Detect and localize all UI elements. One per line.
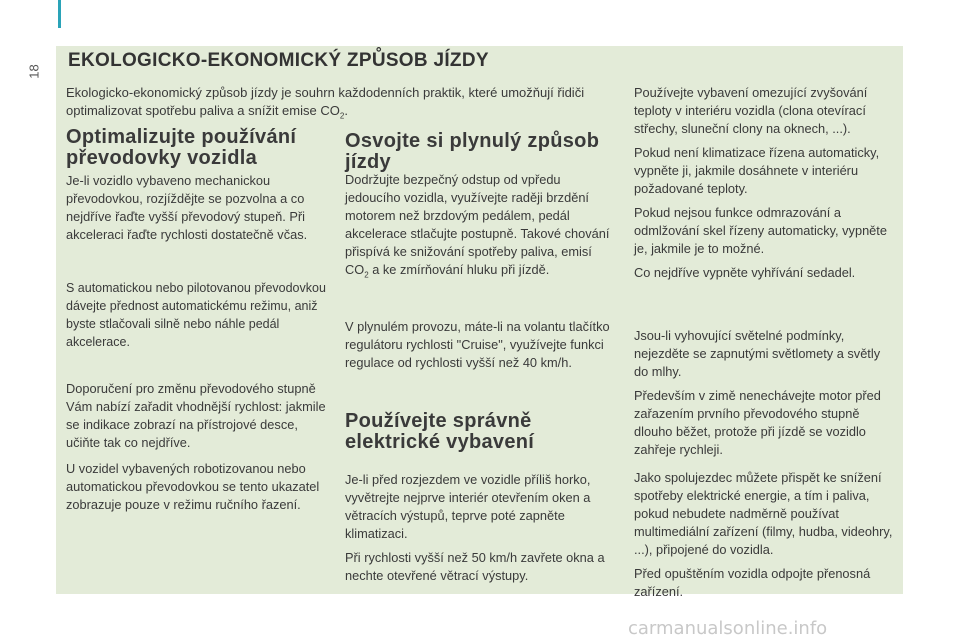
gearbox-automatic-paragraph: S automatickou nebo pilotovanou převodovkou dávejte přednost automatickému režimu, aniž byste stlačovali silně nebo náhle pedál akcelerace. (66, 281, 326, 349)
watermark: carmanualsonline.info (628, 618, 828, 639)
robotized-gearbox-paragraph: U vozidel vybavených robotizovanou nebo automatickou převodovkou se tento ukazatel zobrazuje pouze v režimu ručního řazení. (66, 461, 320, 512)
column-1-lower (66, 380, 331, 514)
intro-paragraph: Ekologicko-ekonomický způsob jízdy je souhrn každodenních praktik, které umožňují řidiči optimalizovat spotřebu paliva a snížit emise $CO_2$. (66, 85, 585, 121)
climate-control-paragraph: Pokud není klimatizace řízena automaticky, vypněte ji, jakmile dosáhnete v interiéru požadované teploty. (634, 145, 880, 196)
cruise-control-paragraph: V plynulém provozu, máte-li na volantu tlačítko regulátoru rychlosti "Cruise", využívejte funkci regulace od rychlosti vyšší než 40 km/h. (345, 319, 610, 370)
heading-gearbox: Optimalizujte používání převodovky vozidla (66, 126, 297, 169)
column-1-note (66, 279, 331, 351)
engine-warmup-paragraph: Především v zimě nenechávejte motor před zařazením prvního převodového stupně dlouho běžet, protože při jízdě se vozidlo zahřeje rychleji. (634, 388, 881, 457)
headlights-paragraph: Jsou-li vyhovující světelné podmínky, nejezděte se zapnutými světlomety a světly do mlhy. (634, 328, 881, 379)
column-3-lower (634, 327, 894, 601)
portable-devices-paragraph: Před opuštěním vozidla odpojte přenosná zařízení. (634, 566, 871, 599)
column-2-cruise (345, 318, 615, 372)
sun-protection-paragraph: Používejte vybavení omezující zvyšování teploty v interiéru vozidla (clona otevírací střechy, sluneční clony na oknech, ...). (634, 85, 868, 136)
heading-electrical-equipment: Používejte správně elektrické vybavení (345, 410, 535, 453)
column-2 (345, 171, 615, 285)
page-number: 18 (26, 64, 42, 79)
defrost-paragraph: Pokud nejsou funkce odmrazování a odmlžování skel řízeny automaticky, vypněte je, jakmile je to možné. (634, 205, 887, 256)
heading-smooth-driving: Osvojte si plynulý způsob jízdy (345, 130, 600, 173)
column-2-lower (345, 471, 620, 585)
ventilation-paragraph: Je-li před rozjezdem ve vozidle příliš horko, vyvětrejte nejprve interiér otevřením oken a větracích výstupů, teprve poté zapněte klimatizaci. (345, 472, 591, 541)
column-3 (634, 84, 894, 282)
safe-distance-paragraph: Dodržujte bezpečný odstup od vpředu jedoucího vozidla, využívejte raději brzdění motorem než brzdovým pedálem, pedál akcelerace stlačujte postupně. Takové chování přispívá ke snižování spotřeby paliva, emisí $CO_2$ a ke zmírňování hluku při jízdě. (345, 172, 610, 280)
gearbox-manual-paragraph: Je-li vozidlo vybaveno mechanickou převodovkou, rozjíždějte se pozvolna a co nejdříve řaďte vyšší převodový stupeň. Při akceleraci řaďte rychlosti dostatečně včas. (66, 173, 308, 242)
gear-shift-indicator-paragraph: Doporučení pro změnu převodového stupně Vám nabízí zařadit vhodnější rychlost: jakmile se indikace zobrazí na přístrojové desce, učiňte tak co nejdříve. (66, 381, 326, 450)
windows-paragraph: Při rychlosti vyšší než 50 km/h zavřete okna a nechte otevřené větrací výstupy. (345, 550, 605, 583)
passenger-multimedia-paragraph: Jako spolujezdec můžete přispět ke snížení spotřeby elektrické energie, a tím i paliva, pokud nebudete nadměrně používat multimediální zařízení (filmy, hudba, videohry, ...), připojené do vozidla. (634, 470, 893, 557)
column-1 (66, 172, 331, 244)
page-title: EKOLOGICKO-EKONOMICKÝ ZPŮSOB JÍZDY (68, 50, 489, 71)
heated-seats-paragraph: Co nejdříve vypněte vyhřívání sedadel. (634, 265, 856, 280)
accent-bar (58, 0, 61, 28)
